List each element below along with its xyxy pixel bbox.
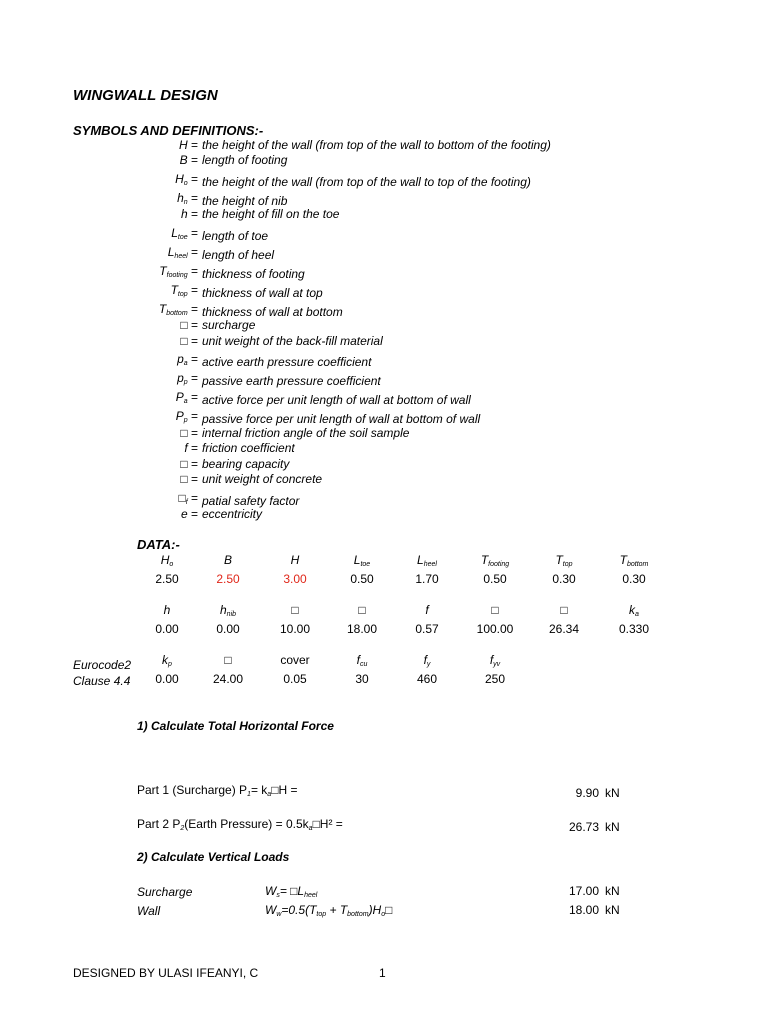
reference-clause: Clause 4.4: [73, 674, 131, 688]
symbol: $T_{footing}$ =: [159, 264, 198, 279]
load-value: 18.00: [568, 903, 599, 917]
data-value: 100.00: [476, 622, 514, 636]
data-value: 10.00: [279, 622, 311, 636]
data-header: B: [223, 553, 232, 567]
part1-value: 9.90: [575, 786, 599, 800]
data-header: □: [560, 603, 568, 617]
symbol-definition: bearing capacity: [202, 457, 290, 471]
section-horizontal-force-heading: 1) Calculate Total Horizontal Force: [137, 719, 334, 733]
data-header: $f_{cu}$: [356, 653, 368, 668]
load-value: 17.00: [568, 884, 599, 898]
symbol: f =: [184, 441, 198, 455]
data-header: $f_{yv}$: [489, 653, 501, 668]
symbol-definition: length of heel: [202, 248, 275, 262]
symbol-definition: the height of fill on the toe: [202, 207, 340, 221]
data-header: $H_o$: [160, 553, 174, 568]
part2-unit: kN: [605, 820, 620, 834]
data-value: 30: [355, 672, 369, 686]
data-value: 2.50: [216, 572, 240, 586]
symbol: □ =: [180, 457, 198, 471]
symbol-definition: unit weight of concrete: [202, 472, 323, 486]
symbol: $L_{toe}$ =: [171, 226, 198, 241]
data-value: 24.00: [212, 672, 244, 686]
symbol-definition: eccentricity: [202, 507, 263, 521]
symbol-definition: the height of nib: [202, 194, 288, 208]
symbol: $T_{top}$ =: [170, 283, 198, 298]
symbol: H =: [178, 138, 198, 152]
load-name: Surcharge: [137, 885, 193, 899]
reference-code: Eurocode2: [73, 658, 132, 672]
footer-designer: DESIGNED BY ULASI IFEANYI, C: [73, 966, 259, 980]
symbol: $P_a$ =: [175, 390, 198, 405]
symbol: $T_{bottom}$ =: [158, 302, 198, 317]
symbol: e =: [180, 507, 198, 521]
section-vertical-loads-heading: 2) Calculate Vertical Loads: [137, 850, 290, 864]
symbol: $□_f$ =: [178, 491, 198, 506]
symbol: B =: [179, 153, 198, 167]
data-header: cover: [280, 653, 310, 667]
data-value: 0.50: [350, 572, 374, 586]
symbol: $H_o$ =: [175, 172, 198, 187]
data-header: $h_{nib}$: [219, 603, 237, 618]
symbol-definition: active earth pressure coefficient: [202, 355, 372, 369]
data-header: f: [425, 603, 429, 617]
data-header: H: [290, 553, 300, 567]
data-value: 0.00: [155, 672, 179, 686]
symbol: $p_a$ =: [177, 352, 198, 367]
page-number: 1: [379, 966, 386, 980]
symbol-definition: surcharge: [202, 318, 256, 332]
page-title: WINGWALL DESIGN: [73, 87, 218, 104]
load-formula: $W_s=$ $□L_{heel}$: [265, 884, 318, 899]
data-value: 18.00: [346, 622, 378, 636]
load-unit: kN: [605, 903, 620, 917]
symbol-definition: internal friction angle of the soil sample: [202, 426, 410, 440]
data-value: 0.00: [155, 622, 179, 636]
symbol-definition: friction coefficient: [202, 441, 295, 455]
symbol-definition: thickness of wall at bottom: [202, 305, 343, 319]
symbol: $p_p$ =: [177, 371, 198, 386]
data-value: 26.34: [548, 622, 580, 636]
symbol-definition: passive force per unit length of wall at bottom of wall: [202, 412, 481, 426]
symbol-definition: length of footing: [202, 153, 288, 167]
symbol: $h_n$ =: [177, 191, 198, 206]
data-header: □: [358, 603, 366, 617]
symbol-definition: passive earth pressure coefficient: [202, 374, 381, 388]
data-header: $f_y$: [423, 653, 431, 668]
symbol-definition: unit weight of the back-fill material: [202, 334, 383, 348]
data-value: 250: [484, 672, 506, 686]
symbol: □ =: [180, 334, 198, 348]
load-name: Wall: [137, 904, 161, 918]
data-value: 0.30: [552, 572, 576, 586]
data-value: 2.50: [155, 572, 179, 586]
data-value: 0.00: [216, 622, 240, 636]
part1-formula: Part 1 (Surcharge) $P_1=$ $k_a□H$ =: [137, 783, 298, 798]
symbols-heading: SYMBOLS AND DEFINITIONS:-: [73, 123, 264, 138]
symbol: $L_{heel}$ =: [167, 245, 198, 260]
symbol-definition: the height of the wall (from top of the wall to bottom of the footing): [202, 138, 551, 152]
data-heading: DATA:-: [137, 537, 180, 552]
part1-unit: kN: [605, 786, 620, 800]
data-value: 0.30: [622, 572, 646, 586]
data-value: 0.330: [618, 622, 650, 636]
data-value: 0.50: [483, 572, 507, 586]
data-value: 3.00: [283, 572, 307, 586]
symbol: □ =: [180, 472, 198, 486]
data-value: 0.05: [283, 672, 307, 686]
symbol-definition: active force per unit length of wall at bottom of wall: [202, 393, 471, 407]
data-header: h: [163, 603, 171, 617]
data-value: 1.70: [415, 572, 439, 586]
data-header: □: [291, 603, 299, 617]
part2-value: 26.73: [568, 820, 599, 834]
data-header: □: [491, 603, 499, 617]
load-unit: kN: [605, 884, 620, 898]
data-header: □: [224, 653, 232, 667]
symbol-definition: patial safety factor: [202, 494, 300, 508]
data-header: $L_{heel}$: [417, 553, 437, 568]
symbol: □ =: [180, 318, 198, 332]
data-header: $L_{toe}$: [353, 553, 371, 568]
data-header: $T_{footing}$: [480, 553, 510, 568]
symbol: □ =: [180, 426, 198, 440]
symbol: $P_p$ =: [175, 409, 198, 424]
data-value: 0.57: [415, 622, 439, 636]
data-header: $T_{bottom}$: [619, 553, 649, 568]
symbol: h =: [180, 207, 198, 221]
symbol-definition: length of toe: [202, 229, 269, 243]
data-header: $k_a$: [629, 603, 639, 618]
symbol-definition: the height of the wall (from top of the wall to top of the footing): [202, 175, 531, 189]
part2-formula: Part 2 $P_2(Earth$ Pressure) = $0.5k_a□H^2$ =: [137, 817, 343, 832]
symbol-definition: thickness of footing: [202, 267, 305, 281]
data-header: $T_{top}$: [555, 553, 573, 568]
symbol-definition: thickness of wall at top: [202, 286, 323, 300]
load-formula: $W_w=0.5(T_{top}$ + $T_{bottom})H_o□$: [265, 903, 393, 918]
data-value: 460: [416, 672, 438, 686]
data-header: $k_p$: [162, 653, 172, 668]
